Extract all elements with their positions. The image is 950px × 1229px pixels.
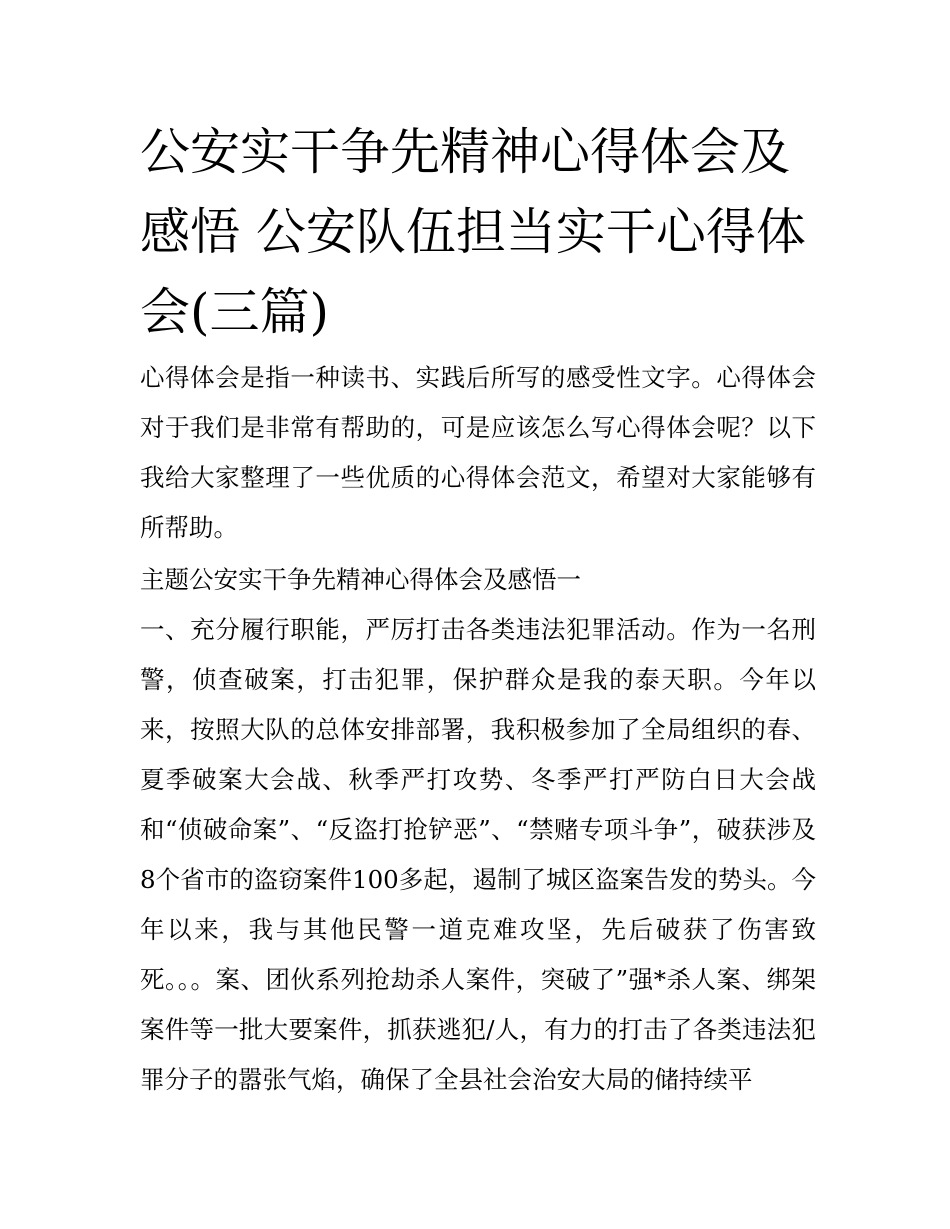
document-title: 公安实干争先精神心得体会及感悟 公安队伍担当实干心得体会(三篇): [140, 123, 806, 341]
body-paragraph: 一、充分履行职能，严厉打击各类违法犯罪活动。作为一名刑警，侦查破案，打击犯罪，保护群众是我的泰天职。今年以来，按照大队的总体安排部署，我积极参加了全局组织的春、夏季破案大会战、秋季严打攻势、冬季严打严防白日大会战和“侦破命案”、“反盗打抢铲恶”、“禁赌专项斗争”，破获涉及8个省市的盗窃案件100多起，遏制了城区盗案告发的势头。今年以来，我与其他民警一道克难攻坚，先后破获了伤害致死。。。案、团伙系列抢劫杀人案件，突破了”强*杀人案、绑架案件等一批大要案件，抓获逃犯/人，有力的打击了各类违法犯罪分子的嚣张气焰，确保了全县社会治安大局的储持续平: [140, 615, 816, 1094]
section-heading: 主题公安实干争先精神心得体会及感悟一: [140, 565, 581, 594]
intro-paragraph: 心得体会是指一种读书、实践后所写的感受性文字。心得体会对于我们是非常有帮助的，可是应该怎么写心得体会呢？以下我给大家整理了一些优质的心得体会范文，希望对大家能够有所帮助。: [140, 363, 816, 542]
